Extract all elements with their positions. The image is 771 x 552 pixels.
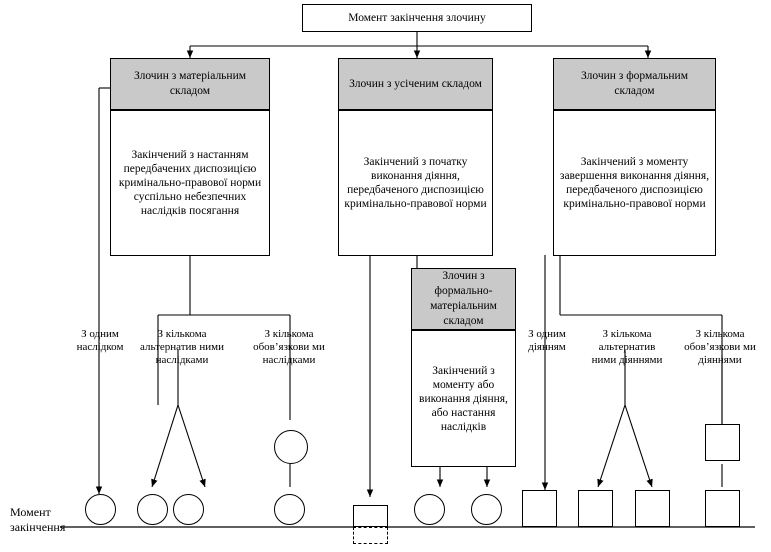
node-truncated-header <box>338 58 493 110</box>
label-material-outcome-1-text: З одним наслідком <box>76 328 124 353</box>
label-material-outcome-3-text: З кількома обов’язкови ми наслідками <box>253 328 325 366</box>
node-formal-material-body <box>411 330 516 467</box>
node-formal-body <box>553 110 716 256</box>
label-material-outcome-1 <box>58 328 142 354</box>
label-formal-outcome-3 <box>678 328 762 367</box>
shape-circle-material-alt-2 <box>173 494 204 525</box>
shape-circle-material-alt-1 <box>137 494 168 525</box>
node-material-header <box>110 58 270 110</box>
shape-square-formal-1 <box>522 490 557 527</box>
label-formal-outcome-2 <box>586 328 668 367</box>
node-formal-header-label: Злочин з формальним складом <box>581 70 688 97</box>
label-formal-outcome-3-text: З кількома обов’язкови ми діяннями <box>684 328 756 366</box>
node-formal-material-header <box>411 268 516 330</box>
label-axis-moment-text: Момент закінчення <box>10 505 66 534</box>
shape-square-formal-oblig-upper <box>705 424 740 461</box>
label-material-outcome-3 <box>246 328 332 367</box>
label-axis-moment <box>10 505 80 535</box>
node-truncated-body <box>338 110 493 256</box>
label-formal-outcome-2-text: З кількома альтернатив ними діяннями <box>591 328 663 366</box>
shape-square-formal-alt-2 <box>635 490 670 527</box>
node-formal-body-label: Закінчений з моменту завершення виконання діяння, передбаченого диспозицією кримінально-правової норми <box>559 156 710 210</box>
shape-circle-formal-material-1 <box>414 494 445 525</box>
shape-circle-material-oblig-upper <box>274 430 308 464</box>
label-formal-outcome-1-text: З одним діянням <box>528 328 566 353</box>
shape-circle-formal-material-2 <box>471 494 502 525</box>
node-formal-header <box>553 58 716 110</box>
node-formal-material-header-label: Злочин з формально-матеріальним складом <box>430 270 497 327</box>
label-material-outcome-2 <box>140 328 224 367</box>
shape-circle-material-oblig-lower <box>274 494 305 525</box>
shape-circle-material-1 <box>85 494 116 525</box>
node-material-body-label: Закінчений з настанням передбачених диспозицією кримінально-правової норми суспільно небезпечних наслідків посягання <box>118 149 262 217</box>
label-material-outcome-2-text: З кількома альтернатив ними наслідками <box>140 328 224 366</box>
node-truncated-header-label: Злочин з усіченим складом <box>349 77 482 90</box>
shape-square-formal-alt-1 <box>578 490 613 527</box>
label-formal-outcome-1 <box>508 328 586 354</box>
shape-square-truncated-dashed <box>353 527 388 544</box>
node-truncated-body-label: Закінчений з початку виконання діяння, передбаченого диспозицією кримінально-правової норми <box>344 156 487 210</box>
shape-square-formal-oblig-lower <box>705 490 740 527</box>
node-title <box>302 4 532 32</box>
shape-square-truncated <box>353 505 388 527</box>
node-formal-material-body-label: Закінчений з моменту або виконання діяння, або настання наслідків <box>419 364 508 433</box>
node-material-body <box>110 110 270 256</box>
node-material-header-label: Злочин з матеріальним складом <box>133 70 247 97</box>
node-title-label: Момент закінчення злочину <box>348 12 486 24</box>
